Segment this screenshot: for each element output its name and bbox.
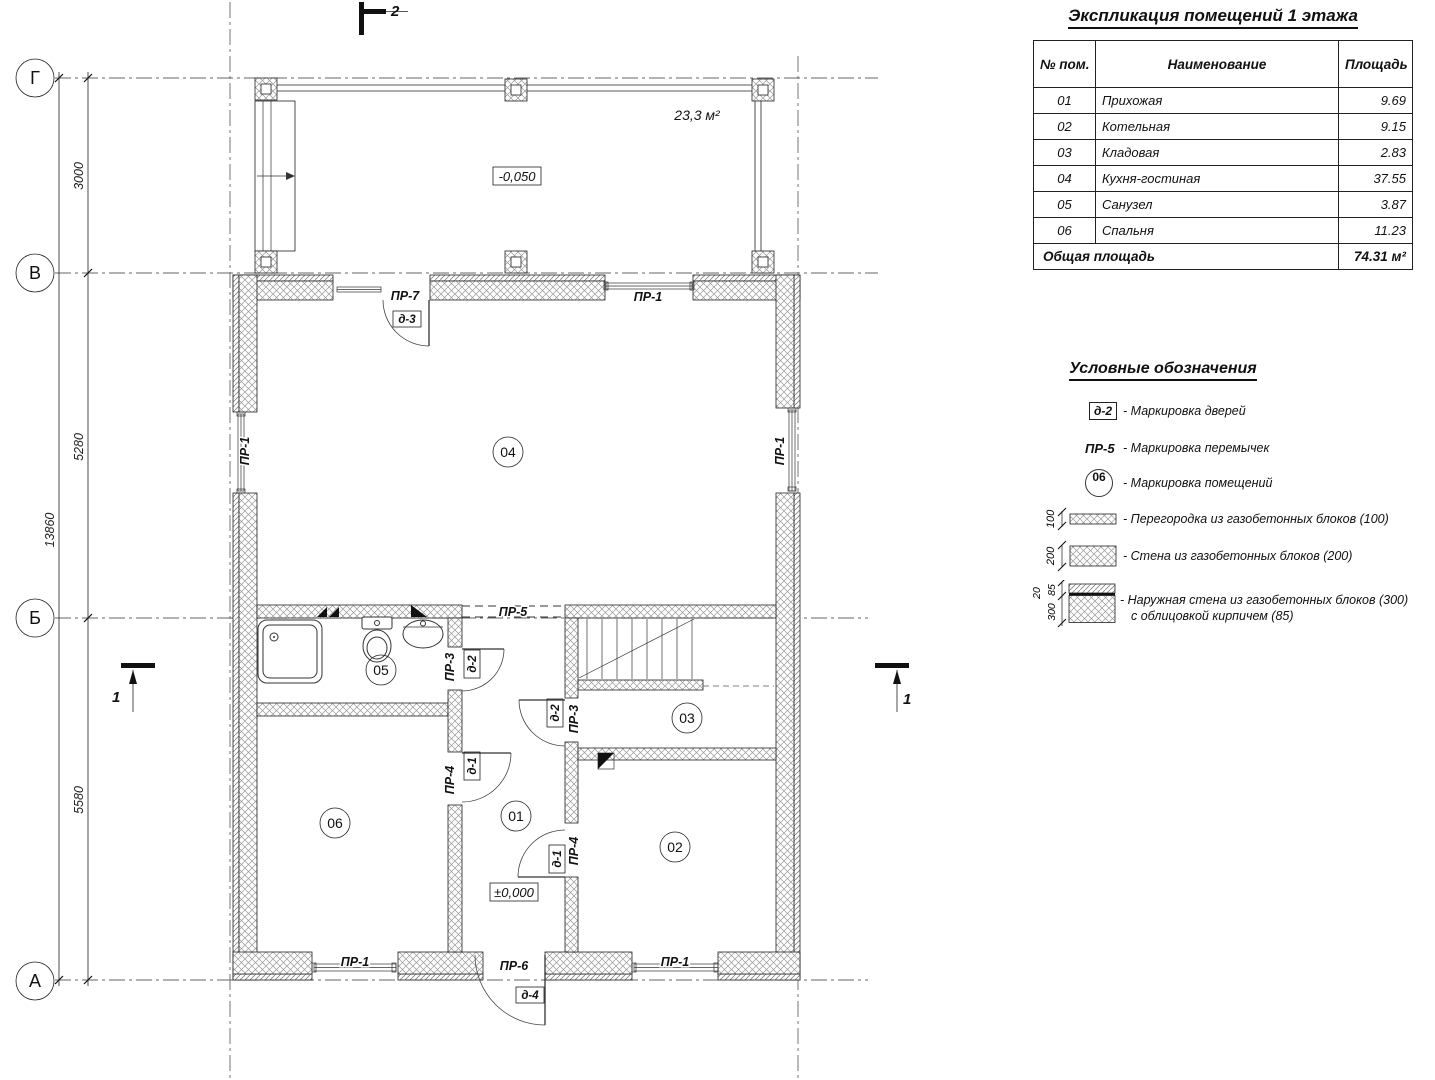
terrace: [255, 78, 774, 273]
col-header-area: Площадь: [1339, 41, 1413, 88]
svg-text:д-3: д-3: [398, 314, 416, 326]
svg-text:д-4: д-4: [521, 990, 539, 1002]
table-total-row: [1034, 244, 1413, 270]
legend-room-text: - Маркировка помещений: [1123, 476, 1273, 490]
table-row: 03 Кладовая 2.83: [1034, 140, 1413, 166]
staircase: [579, 619, 694, 679]
window-right: [788, 408, 796, 491]
legend-title: Условные обозначения: [1033, 360, 1293, 378]
table-row: 05 Санузел 3.87: [1034, 192, 1413, 218]
legend-dim-85: 85: [1046, 584, 1058, 596]
table-header-row: [1034, 41, 1413, 88]
section-mark-2: [359, 2, 408, 35]
legend-room-mark: 06: [1085, 469, 1113, 497]
lintel-pr4-boiler: ПР-4: [567, 836, 581, 866]
dim-13860: 13860: [43, 512, 57, 548]
shower-tray-icon: [258, 620, 322, 683]
svg-text:д-2: д-2: [467, 655, 479, 673]
dimension-lines: [43, 72, 92, 986]
legend-dim-100: 100: [1045, 509, 1057, 529]
legend-partition-text: - Перегородка из газобетонных блоков (100): [1123, 512, 1389, 526]
legend-wall200-text: - Стена из газобетонных блоков (200): [1123, 549, 1353, 563]
lintel-pr1-bottom-right: ПР-1: [660, 955, 690, 969]
door-mark-d1-bedroom: [464, 752, 480, 780]
table-row: 01 Прихожая 9.69: [1034, 88, 1413, 114]
vent-icon: [598, 753, 614, 769]
lintel-pr1-right: ПР-1: [773, 436, 787, 466]
legend-wall200-symbol: [1038, 540, 1118, 572]
svg-text:01: 01: [508, 808, 524, 824]
section-mark-1-right: [875, 663, 911, 712]
svg-text:±0,000: ±0,000: [494, 885, 534, 900]
total-label: Общая площадь: [1034, 244, 1339, 270]
legend-partition-symbol: [1038, 505, 1118, 533]
lintel-pr7: ПР-7: [390, 289, 420, 303]
section-mark-1-left: [112, 663, 155, 712]
sink-icon: [403, 620, 443, 648]
section-label-2: 2: [391, 3, 400, 20]
door-mark-d3: [393, 311, 421, 327]
level-mark-zero: [490, 883, 538, 901]
legend-wall300-text-line2: с облицовкой кирпичем (85): [1131, 609, 1294, 623]
svg-text:д-1: д-1: [467, 757, 479, 775]
room-bubble-02: [660, 832, 690, 862]
legend-wall300-text-line1: - Наружная стена из газобетонных блоков (300): [1120, 593, 1409, 607]
legend-door-mark: д-2: [1089, 402, 1117, 420]
lintel-pr3-bath: ПР-3: [443, 652, 457, 682]
window-top: [604, 282, 694, 290]
room-schedule-table: [1033, 40, 1413, 270]
svg-text:д-1: д-1: [552, 850, 564, 868]
axis-label-a: А: [28, 971, 42, 991]
bathroom-fixtures: [258, 617, 443, 683]
svg-text:02: 02: [667, 839, 683, 855]
axis-label-v: В: [28, 263, 42, 283]
door-mark-labels: [393, 311, 565, 1003]
svg-text:-0,050: -0,050: [498, 169, 536, 184]
col-header-name: Наименование: [1096, 41, 1339, 88]
lintel-pr3-storage: ПР-3: [567, 704, 581, 734]
terrace-steps: [255, 101, 295, 251]
svg-text:05: 05: [373, 662, 389, 678]
col-header-num: № пом.: [1034, 41, 1096, 88]
axis-label-b: Б: [29, 608, 41, 628]
section-label-1-left: 1: [112, 689, 121, 706]
door-mark-d1-boiler: [549, 845, 565, 873]
dim-3000: 3000: [72, 162, 86, 190]
door-mark-d2-bath: [464, 650, 480, 678]
dim-5280: 5280: [72, 433, 86, 461]
svg-text:06: 06: [327, 815, 343, 831]
lintel-pr5: ПР-5: [498, 605, 528, 619]
room-bubble-03: [672, 703, 702, 733]
total-value: 74.31 м²: [1339, 244, 1413, 270]
dim-5580: 5580: [72, 786, 86, 814]
door-mark-d2-storage: [547, 699, 563, 727]
legend-wall300-symbol: [1025, 580, 1121, 628]
lintel-pr4-bedroom: ПР-4: [443, 765, 457, 795]
table-row: 06 Спальня 11.23: [1034, 218, 1413, 244]
lintel-pr6: ПР-6: [499, 959, 529, 973]
table-title: Экспликация помещений 1 этажа: [1033, 6, 1393, 26]
legend-lintel-text: - Маркировка перемычек: [1123, 441, 1270, 455]
table-row: 02 Котельная 9.15: [1034, 114, 1413, 140]
section-label-1-right: 1: [903, 691, 912, 708]
svg-text:03: 03: [679, 710, 695, 726]
lintel-pr1-top: ПР-1: [633, 290, 663, 304]
axis-label-g: Г: [30, 68, 40, 88]
svg-text:д-2: д-2: [550, 704, 562, 722]
terrace-level-mark: [493, 167, 541, 185]
axis-grid-lines: [55, 2, 878, 1078]
lintel-pr1-left: ПР-1: [238, 436, 252, 466]
lintel-pr1-bottom-left: ПР-1: [340, 955, 370, 969]
room-bubble-06: [320, 808, 350, 838]
legend-door-text: - Маркировка дверей: [1123, 404, 1246, 418]
room-bubble-01: [501, 801, 531, 831]
door-mark-d4: [516, 987, 544, 1003]
legend-dim-20: 20: [1031, 587, 1043, 599]
legend-lintel-mark: ПР-5: [1085, 441, 1115, 456]
room-bubble-04: [493, 437, 523, 467]
table-row: 04 Кухня-гостиная 37.55: [1034, 166, 1413, 192]
svg-text:04: 04: [500, 444, 516, 460]
legend-dim-200: 200: [1045, 546, 1057, 566]
terrace-area-label: 23,3 м²: [674, 107, 720, 123]
legend-dim-300: 300: [1046, 603, 1058, 621]
window-sidelight-top: [337, 287, 381, 292]
